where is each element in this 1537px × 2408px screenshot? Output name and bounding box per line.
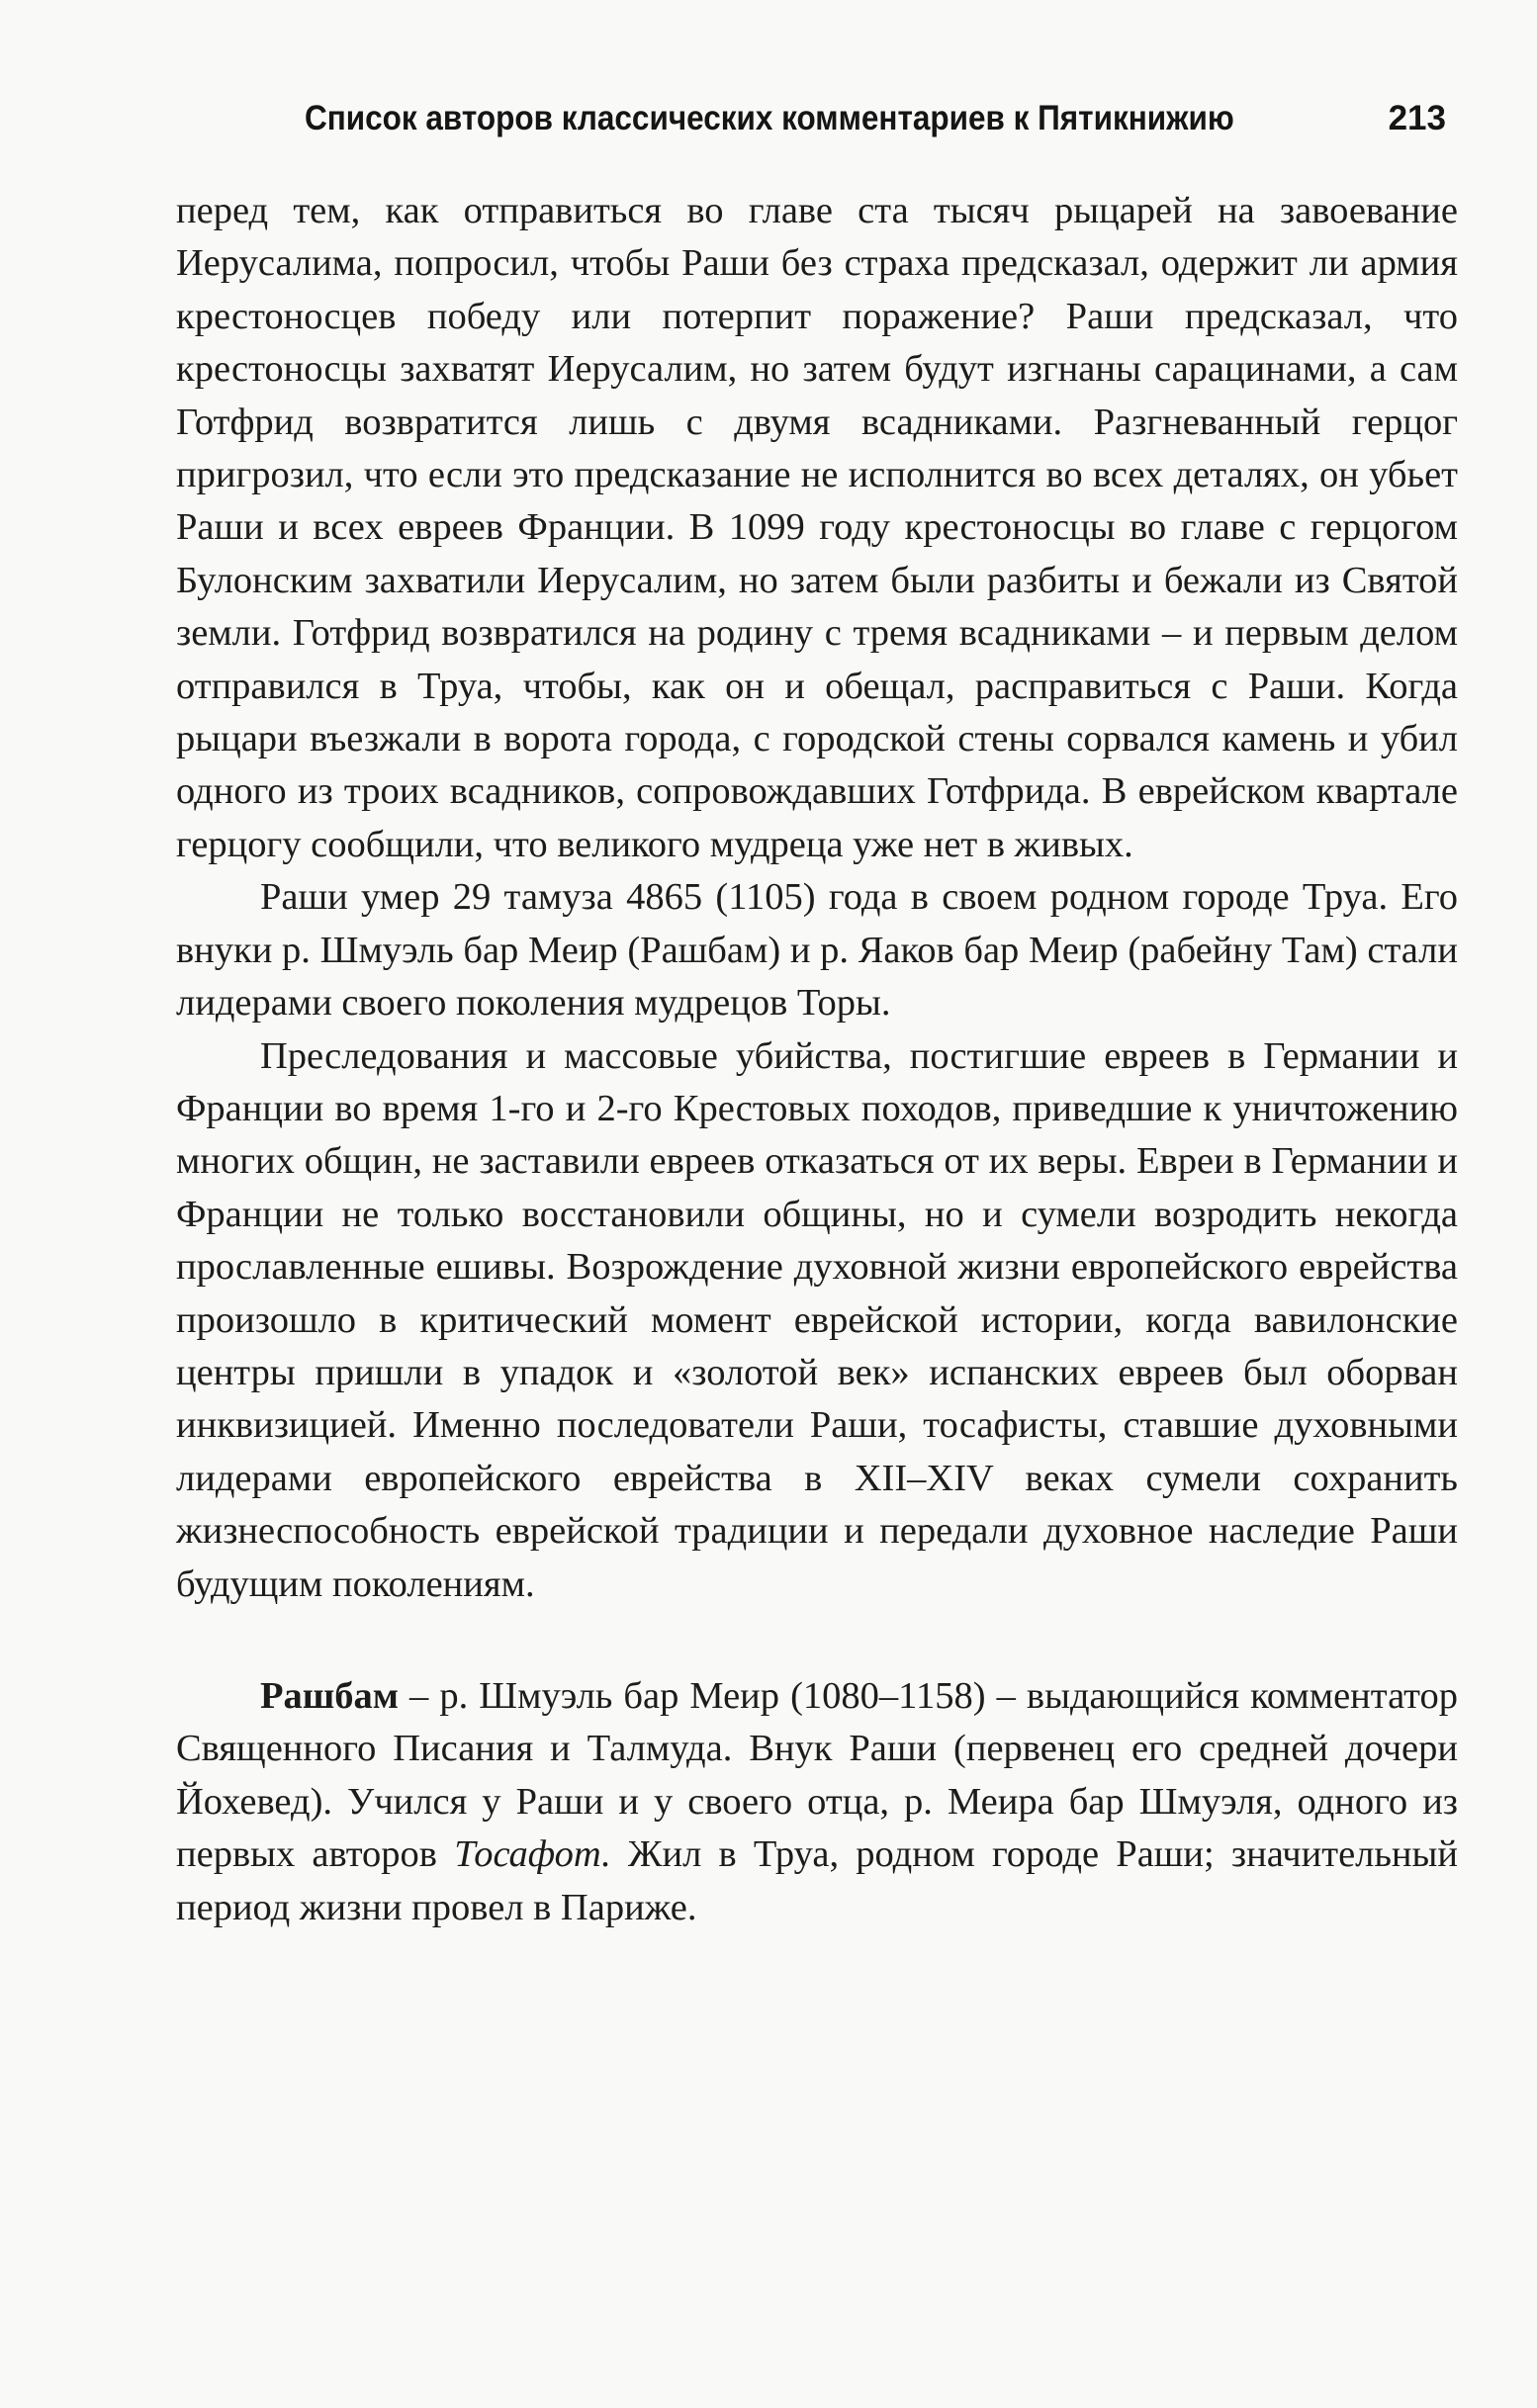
entry-term: Рашбам — [260, 1674, 399, 1717]
entry-italic-title: Тосафот. — [454, 1833, 611, 1876]
entry-rashbam — [176, 1670, 1458, 1934]
entry-text-part-2: Жил в Труа, родном городе Раши; значительный период жизни провел в Париже. — [176, 1833, 1458, 1928]
entry-text-part-1: – р. Шмуэль бар Меир (1080–1158) – выдающийся комментатор Священного Писания и Талмуда. Внук Раши (первенец его средней дочери Йохевед). Учился у Раши и у своего отца, р. Меира бар Шмуэля, одного из первых авторов — [176, 1674, 1458, 1876]
paragraph-rashi-death: Раши умер 29 тамуза 4865 (1105) года в своем родном городе Труа. Его внуки р. Шмуэль бар Меир (Рашбам) и р. Яаков бар Меир (рабейну Там) стали лидерами своего поколения мудрецов Торы. — [176, 876, 1458, 1025]
section-gap — [176, 1611, 1458, 1670]
page-number: 213 — [1388, 99, 1446, 137]
paragraph-persecutions: Преследования и массовые убийства, постигшие евреев в Германии и Франции во время 1-го и 2-го Крестовых походов, приведшие к уничтожению многих общин, не заставили евреев отказаться от их веры. Евреи в Германии и Франции не только восстановили общины, но и сумели возродить некогда прославленные ешивы. Возрождение духовной жизни европейского еврейства произошло в критический момент еврейской истории, когда вавилонские центры пришли в упадок и «золотой век» испанских евреев был оборван инквизицией. Именно последователи Раши, тосафисты, ставшие духовными лидерами европейского еврейства в XII–XIV веках сумели сохранить жизнеспособность еврейской традиции и передали духовное наследие Раши будущим поколениям. — [176, 1034, 1458, 1605]
running-title: Список авторов классических комментариев к Пятикнижию — [305, 99, 1234, 137]
body-text — [176, 185, 1458, 1934]
paragraph-continuation: перед тем, как отправиться во главе ста тысяч рыцарей на завоевание Иерусалима, попросил, чтобы Раши без страха предсказал, одержит ли армия крестоносцев победу или потерпит поражение? Раши предсказал, что крестоносцы захватят Иерусалим, но затем будут изгнаны сарацинами, а сам Готфрид возвратится лишь с двумя всадниками. Разгневанный герцог пригрозил, что если это предсказание не исполнится во всех деталях, он убьет Раши и всех евреев Франции. В 1099 году крестоносцы во главе с герцогом Булонским захватили Иерусалим, но затем были разбиты и бежали из Святой земли. Готфрид возвратился на родину с тремя всадниками – и первым делом отправился в Труа, чтобы, как он и обещал, расправиться с Раши. Когда рыцари въезжали в ворота города, с городской стены сорвался камень и убил одного из троих всадников, сопровождавших Готфрида. В еврейском квартале герцогу сообщили, что великого мудреца уже нет в живых. — [176, 190, 1458, 865]
running-head — [0, 94, 1537, 143]
